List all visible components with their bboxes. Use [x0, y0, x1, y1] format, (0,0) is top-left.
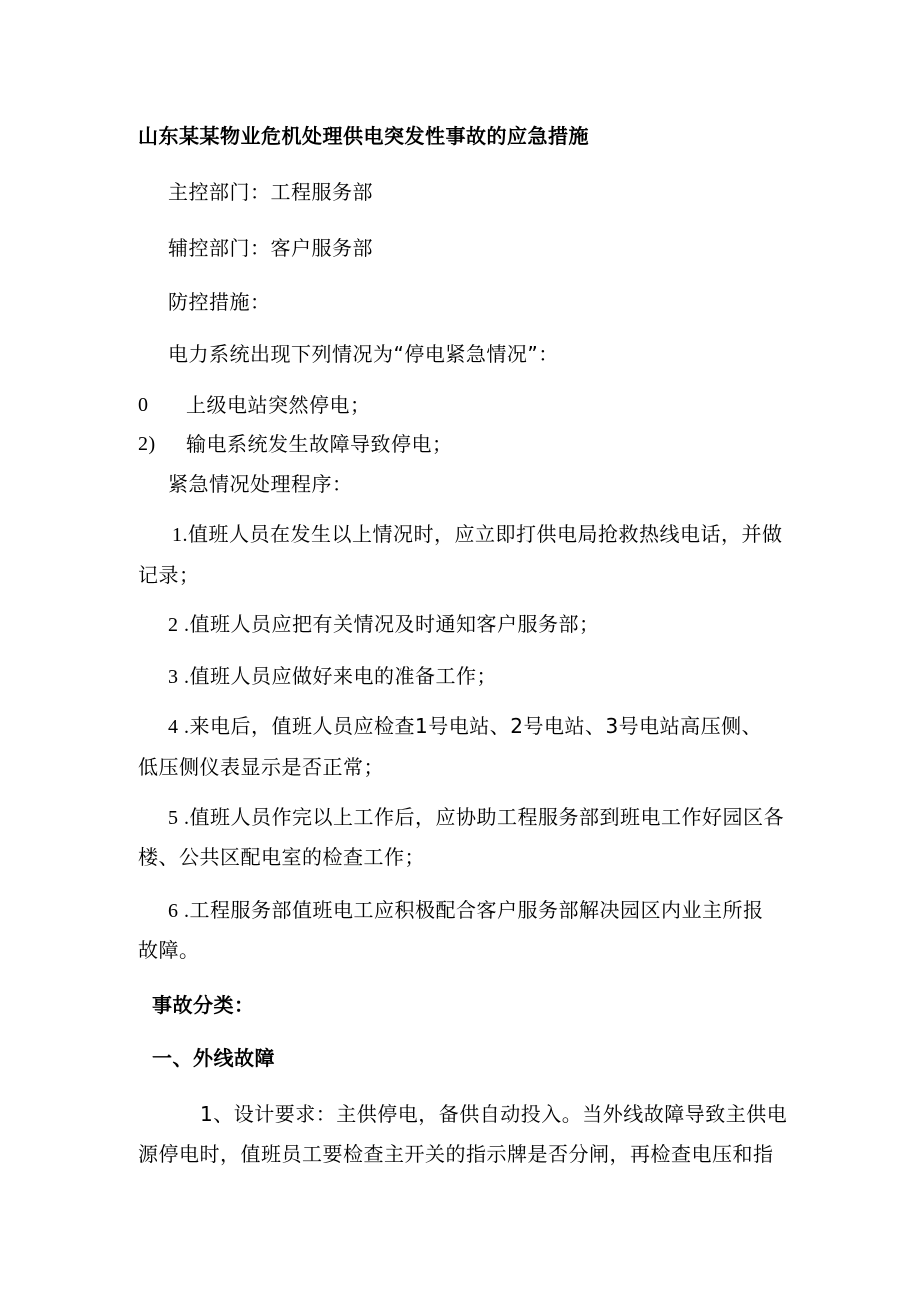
step-continuation: 故障。 — [138, 938, 200, 962]
step-text: 值班人员应做好来电的准备工作； — [189, 664, 497, 688]
case-marker: 2) — [138, 433, 156, 455]
step-text: 值班人员应把有关情况及时通知客户服务部； — [189, 612, 600, 636]
step-continuation: 低压侧仪表显示是否正常； — [138, 755, 384, 779]
procedure-step — [168, 898, 764, 923]
procedure-step — [172, 522, 783, 547]
case-text: 输电系统发生故障导致停电； — [186, 432, 453, 456]
procedure-step — [168, 805, 784, 830]
procedure-step — [168, 664, 497, 689]
section-heading: 一、外线故障 — [152, 1046, 275, 1070]
step-continuation: 记录； — [138, 563, 200, 587]
classification-heading: 事故分类： — [152, 993, 255, 1017]
emergency-definition: 电力系统出现下列情况为“停电紧急情况”： — [168, 342, 559, 366]
step-marker: 2 . — [168, 614, 190, 636]
step-text: 工程服务部值班电工应积极配合客户服务部解决园区内业主所报 — [189, 898, 764, 922]
step-marker: 5 . — [168, 807, 190, 829]
assist-department: 辅控部门：客户服务部 — [168, 236, 373, 260]
prevention-label: 防控措施： — [168, 290, 271, 314]
case-marker: 0 — [138, 394, 149, 416]
section-paragraph — [200, 1102, 787, 1126]
step-marker: 1. — [172, 524, 188, 546]
step-text: 值班人员在发生以上情况时，应立即打供电局抢救热线电话，并做 — [188, 522, 783, 546]
step-marker: 4 . — [168, 716, 190, 738]
procedure-label: 紧急情况处理程序： — [168, 472, 353, 496]
step-continuation: 楼、公共区配电室的检查工作； — [138, 845, 425, 869]
step-marker: 3 . — [168, 666, 190, 688]
lead-department: 主控部门：工程服务部 — [168, 180, 373, 204]
step-text: 来电后，值班人员应检查1号电站、2号电站、3号电站高压侧、 — [189, 714, 763, 738]
step-marker: 6 . — [168, 900, 190, 922]
case-text: 上级电站突然停电； — [186, 393, 371, 417]
section-paragraph-continuation: 源停电时，值班员工要检查主开关的指示牌是否分闸，再检查电压和指 — [138, 1142, 774, 1166]
paragraph-line: 1、设计要求：主供停电，备供自动投入。当外线故障导致主供电 — [200, 1102, 788, 1126]
procedure-step — [168, 714, 762, 739]
document-title: 山东某某物业危机处理供电突发性事故的应急措施 — [138, 124, 589, 148]
step-text: 值班人员作完以上工作后，应协助工程服务部到班电工作好园区各 — [189, 805, 784, 829]
procedure-step — [168, 612, 600, 637]
